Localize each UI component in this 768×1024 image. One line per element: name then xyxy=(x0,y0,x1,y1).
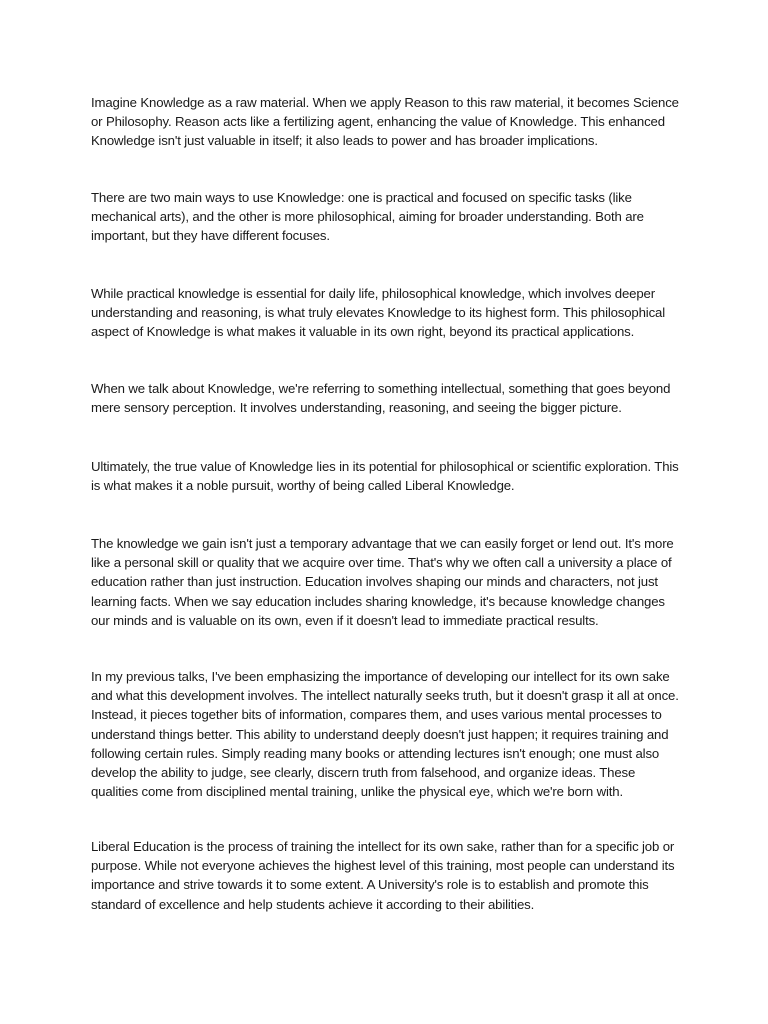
paragraph-8: Liberal Education is the process of training the intellect for its own sake, rather than for a specific job or purpose. While not everyone achieves the highest level of this training, most people can understand its importance and strive towards it to some extent. A University's role is to establish and promote this standard of excellence and help students achieve it according to their abilities. xyxy=(91,839,675,912)
paragraph-5: Ultimately, the true value of Knowledge lies in its potential for philosophical or scientific exploration. This is what makes it a noble pursuit, worthy of being called Liberal Knowledge. xyxy=(91,459,679,494)
paragraph-4: When we talk about Knowledge, we're referring to something intellectual, something that goes beyond mere sensory perception. It involves understanding, reasoning, and seeing the bigger picture. xyxy=(91,381,671,416)
paragraph-7: In my previous talks, I've been emphasizing the importance of developing our intellect for its own sake and what this development involves. The intellect naturally seeks truth, but it doesn't grasp it all at once. Instead, it pieces together bits of information, compares them, and uses various mental processes to understand things better. This ability to understand deeply doesn't just happen; it requires training and following certain rules. Simply reading many books or attending lectures isn't enough; one must also develop the ability to judge, see clearly, discern truth from falsehood, and organize ideas. These qualities come from disciplined mental training, unlike the physical eye, which we're born with. xyxy=(91,669,679,800)
paragraph-1: Imagine Knowledge as a raw material. When we apply Reason to this raw material, it becomes Science or Philosophy. Reason acts like a fertilizing agent, enhancing the value of Knowledge. This enhanced Knowledge isn't just valuable in itself; it also leads to power and has broader implications. xyxy=(91,95,679,149)
paragraph-3: While practical knowledge is essential for daily life, philosophical knowledge, which involves deeper understanding and reasoning, is what truly elevates Knowledge to its highest form. This philosophical aspect of Knowledge is what makes it valuable in its own right, beyond its practical applications. xyxy=(91,286,665,340)
paragraph-2: There are two main ways to use Knowledge: one is practical and focused on specific tasks (like mechanical arts), and the other is more philosophical, aiming for broader understanding. Both are important, but they have different focuses. xyxy=(91,190,644,244)
paragraph-6: The knowledge we gain isn't just a temporary advantage that we can easily forget or lend out. It's more like a personal skill or quality that we acquire over time. That's why we often call a university a place of education rather than just instruction. Education involves shaping our minds and characters, not just learning facts. When we say education includes sharing knowledge, it's because knowledge changes our minds and is valuable on its own, even if it doesn't lead to immediate practical results. xyxy=(91,536,674,628)
